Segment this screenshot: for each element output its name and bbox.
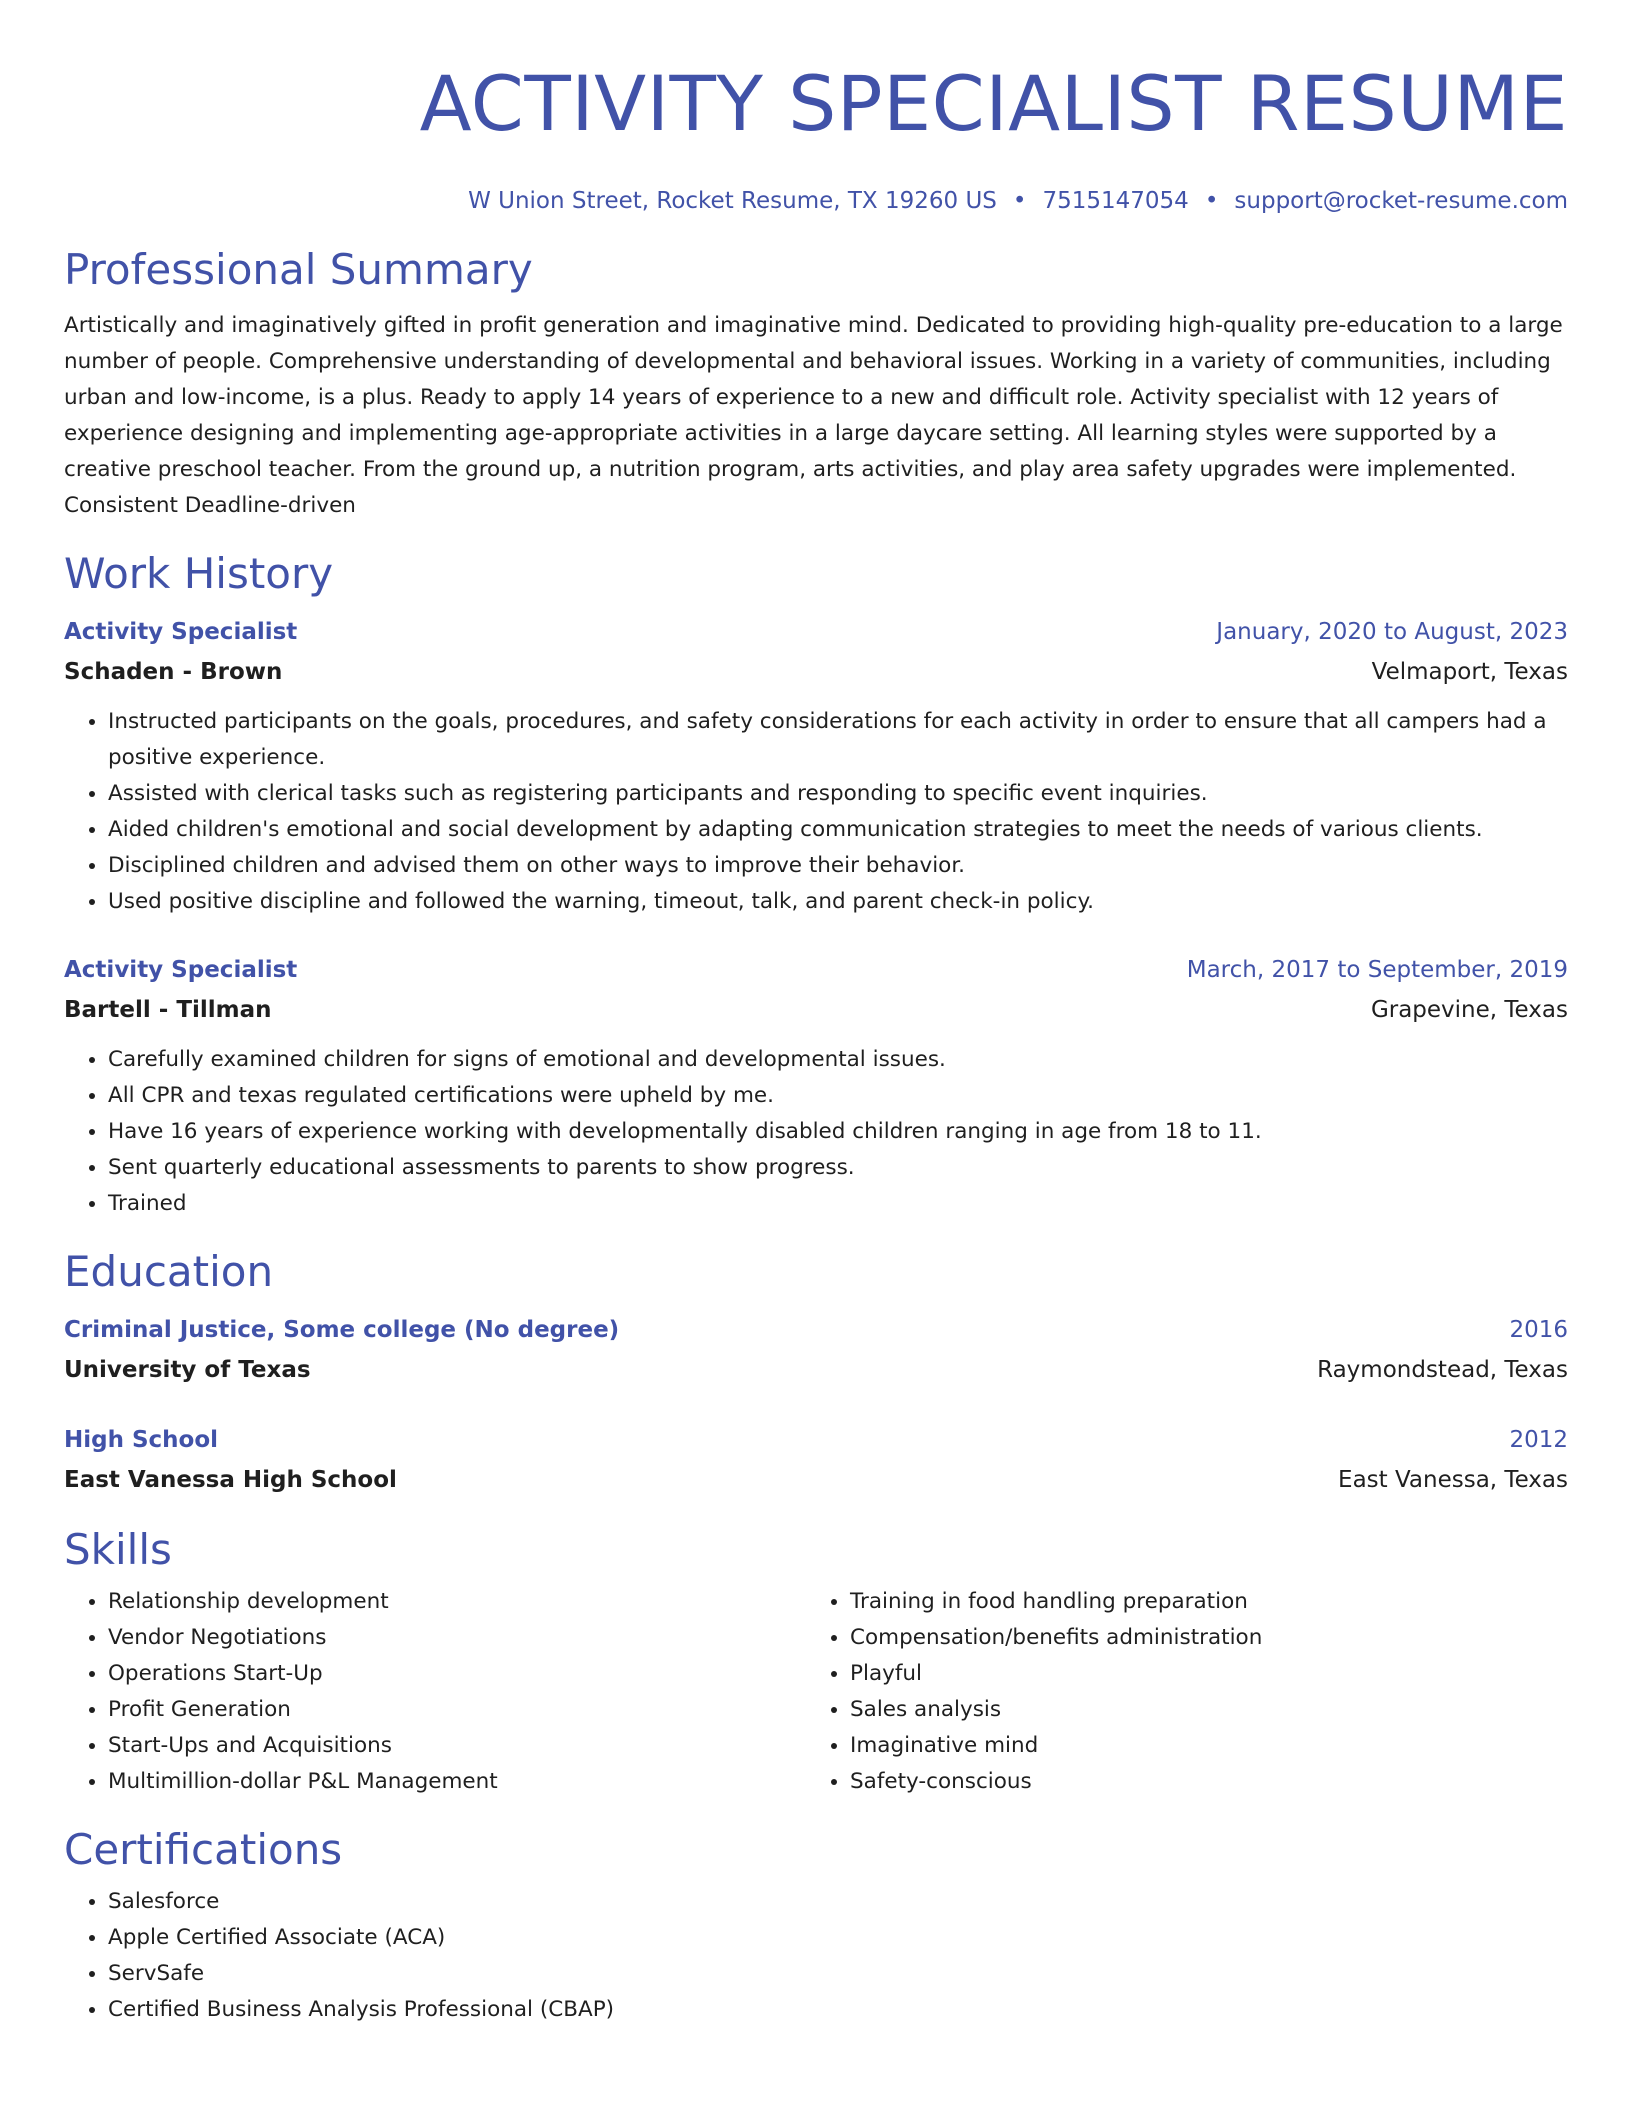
skills-column-left <box>64 1584 806 1800</box>
job-dates: January, 2020 to August, 2023 <box>1216 619 1568 645</box>
education-location: East Vanessa, Texas <box>1338 1467 1568 1493</box>
job-title: Activity Specialist <box>64 619 298 645</box>
list-item: • Compensation/benefits administration <box>850 1620 1548 1656</box>
education-entry <box>64 1420 1568 1500</box>
skills-list <box>806 1584 1548 1800</box>
list-item: • ServSafe <box>108 1956 1568 1992</box>
summary-text: Artistically and imaginatively gifted in profit generation and imaginative mind. Dedicated to providing high-quality pre-education to a large number of people. Comprehensive understanding of developmental and behavioral issues. Working in a variety of communities, including urban and low-income, is a plus. Ready to apply 14 years of experience to a new and difficult role. Activity specialist with 12 years of experience designing and implementing age-appropriate activities in a large daycare setting. All learning styles were supported by a creative preschool teacher. From the ground up, a nutrition program, arts activities, and play area safety upgrades were implemented. Consistent Deadline-driven <box>64 313 1563 518</box>
certifications-section <box>64 1824 1568 2028</box>
list-item: • Salesforce <box>108 1884 1568 1920</box>
education-section <box>64 1246 1568 1500</box>
contact-line <box>64 186 1568 216</box>
job-title: Activity Specialist <box>64 957 298 983</box>
job-bullets <box>64 704 1568 920</box>
contact-email[interactable]: support@rocket-resume.com <box>1234 188 1568 214</box>
summary-section <box>64 244 1568 524</box>
list-item: • Assisted with clerical tasks such as registering participants and responding to specific event inquiries. <box>108 776 1568 812</box>
list-item: • Relationship development <box>108 1584 806 1620</box>
section-heading-education: Education <box>64 1247 274 1296</box>
list-item: • Carefully examined children for signs of emotional and developmental issues. <box>108 1042 1568 1078</box>
education-school: East Vanessa High School <box>64 1467 397 1493</box>
list-item: • Safety-conscious <box>850 1764 1548 1800</box>
education-location: Raymondstead, Texas <box>1317 1357 1568 1383</box>
list-item: • Profit Generation <box>108 1692 806 1728</box>
section-heading-summary: Professional Summary <box>64 245 533 294</box>
contact-separator: • <box>1012 188 1027 214</box>
contact-address: W Union Street, Rocket Resume, TX 19260 US <box>468 188 997 214</box>
list-item: • Training in food handling preparation <box>850 1584 1548 1620</box>
list-item: • Instructed participants on the goals, procedures, and safety considerations for each activity in order to ensure that all campers had a positive experience. <box>108 704 1568 776</box>
resume-title: ACTIVITY SPECIALIST RESUME <box>419 59 1568 148</box>
section-heading-work-history: Work History <box>64 549 334 598</box>
education-entry <box>64 1310 1568 1390</box>
list-item: • Trained <box>108 1186 1568 1222</box>
education-degree: Criminal Justice, Some college (No degree) <box>64 1317 620 1343</box>
contact-separator: • <box>1204 188 1219 214</box>
list-item: • Aided children's emotional and social development by adapting communication strategies to meet the needs of various clients. <box>108 812 1568 848</box>
job-dates: March, 2017 to September, 2019 <box>1186 957 1568 983</box>
list-item: • All CPR and texas regulated certifications were upheld by me. <box>108 1078 1568 1114</box>
work-history-section <box>64 548 1568 1222</box>
certifications-list <box>64 1884 1568 2028</box>
list-item: • Apple Certified Associate (ACA) <box>108 1920 1568 1956</box>
education-degree: High School <box>64 1427 219 1453</box>
skills-column-right <box>806 1584 1548 1800</box>
section-heading-certifications: Certifications <box>64 1825 343 1874</box>
skills-list <box>64 1584 806 1800</box>
job-location: Velmaport, Texas <box>1371 659 1568 685</box>
list-item: • Sent quarterly educational assessments to parents to show progress. <box>108 1150 1568 1186</box>
list-item: • Start-Ups and Acquisitions <box>108 1728 806 1764</box>
section-heading-skills: Skills <box>64 1525 172 1574</box>
resume-page <box>64 0 1568 2028</box>
education-year: 2016 <box>1509 1317 1568 1343</box>
list-item: • Multimillion-dollar P&L Management <box>108 1764 806 1800</box>
education-year: 2012 <box>1509 1427 1568 1453</box>
skills-grid <box>64 1584 1568 1800</box>
job-company: Schaden - Brown <box>64 659 283 685</box>
list-item: • Vendor Negotiations <box>108 1620 806 1656</box>
job-location: Grapevine, Texas <box>1370 997 1568 1023</box>
list-item: • Imaginative mind <box>850 1728 1548 1764</box>
job-entry <box>64 612 1568 920</box>
education-school: University of Texas <box>64 1357 311 1383</box>
list-item: • Sales analysis <box>850 1692 1548 1728</box>
job-entry <box>64 950 1568 1222</box>
list-item: • Certified Business Analysis Professional (CBAP) <box>108 1992 1568 2028</box>
job-company: Bartell - Tillman <box>64 997 272 1023</box>
list-item: • Used positive discipline and followed the warning, timeout, talk, and parent check-in policy. <box>108 884 1568 920</box>
list-item: • Have 16 years of experience working with developmentally disabled children ranging in age from 18 to 11. <box>108 1114 1568 1150</box>
list-item: • Playful <box>850 1656 1548 1692</box>
skills-section <box>64 1524 1568 1800</box>
list-item: • Operations Start-Up <box>108 1656 806 1692</box>
job-bullets <box>64 1042 1568 1222</box>
contact-phone[interactable]: 7515147054 <box>1042 188 1189 214</box>
list-item: • Disciplined children and advised them on other ways to improve their behavior. <box>108 848 1568 884</box>
